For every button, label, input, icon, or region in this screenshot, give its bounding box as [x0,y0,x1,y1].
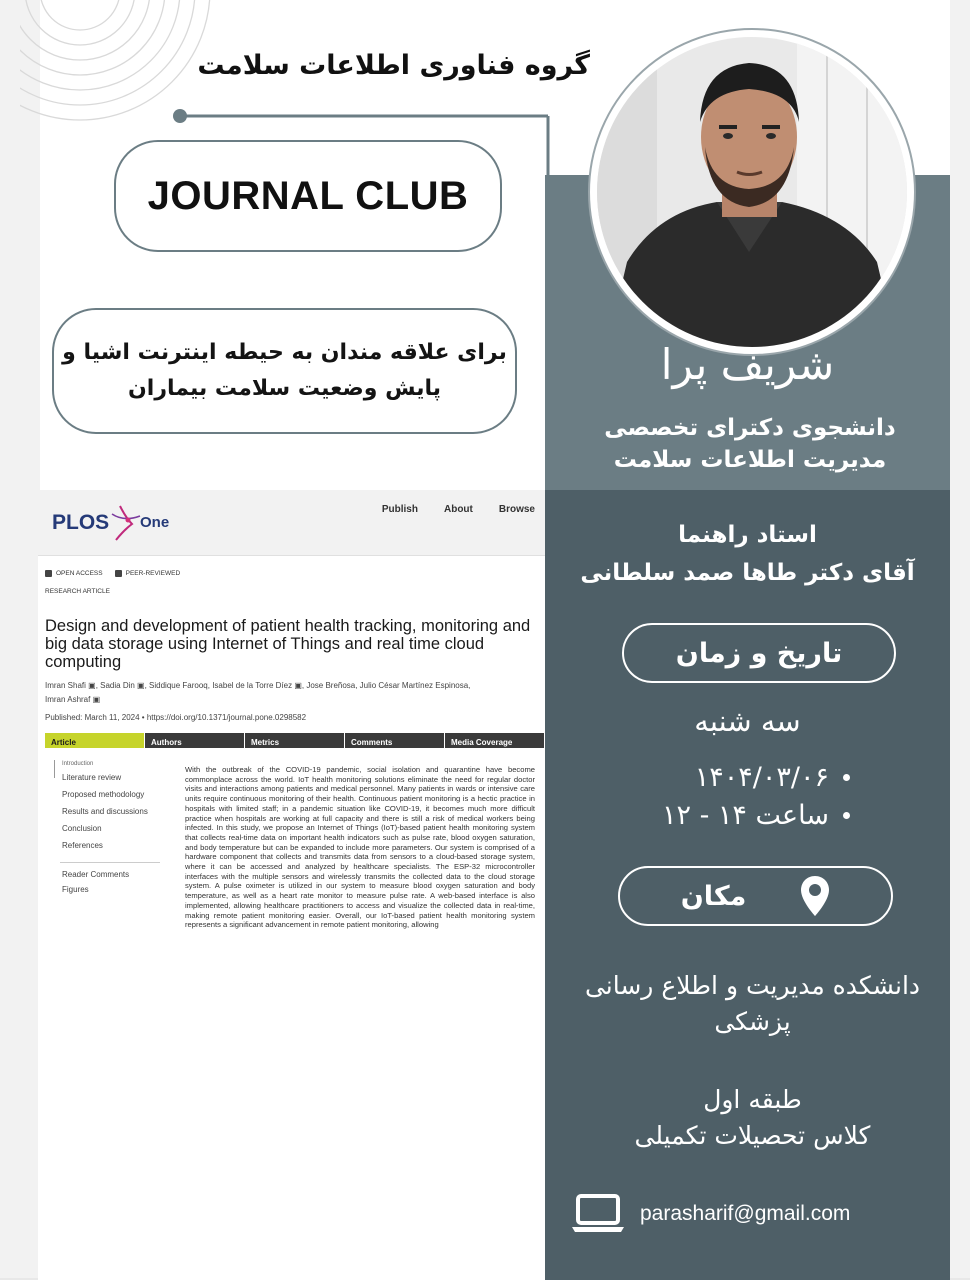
authors-line-2: Imran Ashraf ▣ [45,695,101,704]
audience-line-1: برای علاقه مندان به حیطه اینترنت اشیا و [62,340,507,365]
presenter-role-line-1: دانشجوی دکترای تخصصی [604,415,896,441]
schedule-date: ۱۴۰۴/۰۳/۰۶ [694,761,829,793]
published-date: Published: March 11, 2024 • https://doi.org/10.1371/journal.pone.0298582 [45,713,307,722]
toc-item[interactable]: Conclusion [62,824,102,833]
peer-review-icon [115,570,122,577]
toc-reader-comments[interactable]: Reader Comments [62,870,130,879]
schedule-time-row [660,796,850,834]
nav-publish[interactable]: Publish [381,504,418,515]
audience-pill [52,308,517,434]
nav-browse[interactable]: Browse [498,504,535,515]
audience-line-2: پایش وضعیت سلامت بیماران [128,376,441,401]
contact-email[interactable]: parasharif@gmail.com [640,1202,851,1225]
nav-about[interactable]: About [443,504,473,515]
schedule-day: سه شنبه [694,704,801,738]
right-frame [950,0,970,1280]
toc-item-introduction[interactable]: Introduction [62,761,94,767]
presenter-name: شریف پرا [660,340,835,389]
laptop-icon [570,1194,626,1234]
access-badges [45,570,180,577]
event-title-pill [114,140,502,252]
location-room-name: کلاس تحصیلات تکمیلی [634,1121,871,1150]
schedule-heading-pill [622,623,896,683]
tab-article[interactable]: Article [45,733,145,748]
lock-icon [45,570,52,577]
article-screenshot [38,490,545,1280]
tab-authors[interactable]: Authors [145,733,245,748]
one-logo-text: One [140,514,170,531]
tab-media-coverage[interactable]: Media Coverage [445,733,545,748]
plos-one-logo [50,500,190,544]
advisor-name: آقای دکتر طاها صمد سلطانی [580,560,915,586]
article-authors [45,679,535,707]
schedule-bullets [660,758,850,834]
bullet-dot [843,812,850,819]
toc-item[interactable]: References [62,841,103,850]
presenter-role [560,412,940,476]
presenter-role-line-2: مدیریت اطلاعات سلامت [613,447,887,473]
open-access-badge: OPEN ACCESS [45,570,103,577]
location-faculty-line-1: دانشکده مدیریت و اطلاع رسانی [584,971,921,1000]
peer-reviewed-badge: PEER-REVIEWED [115,570,181,577]
toc-figures[interactable]: Figures [62,885,89,894]
journal-header [38,490,545,556]
toc-item[interactable]: Literature review [62,773,122,782]
location-heading-pill [618,866,893,926]
location-room [560,1082,945,1154]
bullet-dot [843,774,850,781]
article-abstract: With the outbreak of the COVID-19 pandemic, social isolation and quarantine have become commonplace across the world. IoT health monitoring solutions eliminate the need for regular doctor visits and interactions among patients and medical personnel. Many patients in wards or intensive care units require continuous monitoring of their health. Continuous patient monitoring is a hectic practice in hospitals with limited staff; in a pandemic situation like COVID-19, it becomes much more difficult practice when hospitals are working at full capacity and there is still a risk of medical workers being infected. In this study, we propose an Internet of Things (IoT)-based patient health monitoring system that collects real-time data on important health indicators such as pulse rate, blood oxygen saturation, and body temperature but can be expanded to include more parameters. Our system is comprised of a hardware component that collects and transmits data from sensors to a cloud-based storage system, where it can be accessed and analyzed by healthcare specialists. The ESP-32 microcontroller interfaces with the multiple sensors and wirelessly transmits the collected data to the cloud storage system. A pulse oximeter is utilized in our system to measure blood oxygen saturation and body temperature, as well as a heart rate monitor to measure pulse rate. A web-based interface is also implemented, allowing healthcare practitioners to access and visualize the collected data in real-time, making remote patient monitoring easier. Overall, our IoT-based patient health monitoring system represents a significant advancement in remote patient monitoring, allowing [185,765,535,930]
toc-item[interactable]: Results and discussions [62,807,148,816]
event-title: JOURNAL CLUB [147,173,469,218]
toc-divider [60,862,160,863]
advisor-label: استاد راهنما [678,522,817,548]
location-faculty-line-2: پزشکی [714,1007,791,1036]
group-title: گروه فناوری اطلاعات سلامت [197,50,590,81]
plos-logo-text: PLOS [52,511,110,534]
contact-row [570,1190,940,1238]
location-faculty [560,968,945,1040]
presenter-photo [597,37,907,347]
schedule-time: ساعت ۱۴ - ۱۲ [661,799,829,831]
toc-item[interactable]: Proposed methodology [62,790,145,799]
table-of-contents [54,760,164,897]
authors-line-1: Imran Shafi ▣, Sadia Din ▣, Siddique Farooq, Isabel de la Torre Díez ▣, Jose Breñosa, Julio César Martínez Espinosa, [45,681,471,690]
location-heading: مکان [680,880,747,912]
schedule-date-row [660,758,850,796]
article-title: Design and development of patient health tracking, monitoring and big data storage using Internet of Things and real time cloud computing [45,617,531,671]
location-floor: طبقه اول [703,1085,802,1114]
article-tabs [45,733,545,748]
location-pin-icon [800,875,830,917]
toc-indicator [54,760,55,778]
article-type: RESEARCH ARTICLE [45,588,110,595]
tab-metrics[interactable]: Metrics [245,733,345,748]
left-frame [0,0,40,1280]
schedule-heading: تاریخ و زمان [675,637,843,669]
tab-comments[interactable]: Comments [345,733,445,748]
journal-nav [382,504,535,515]
